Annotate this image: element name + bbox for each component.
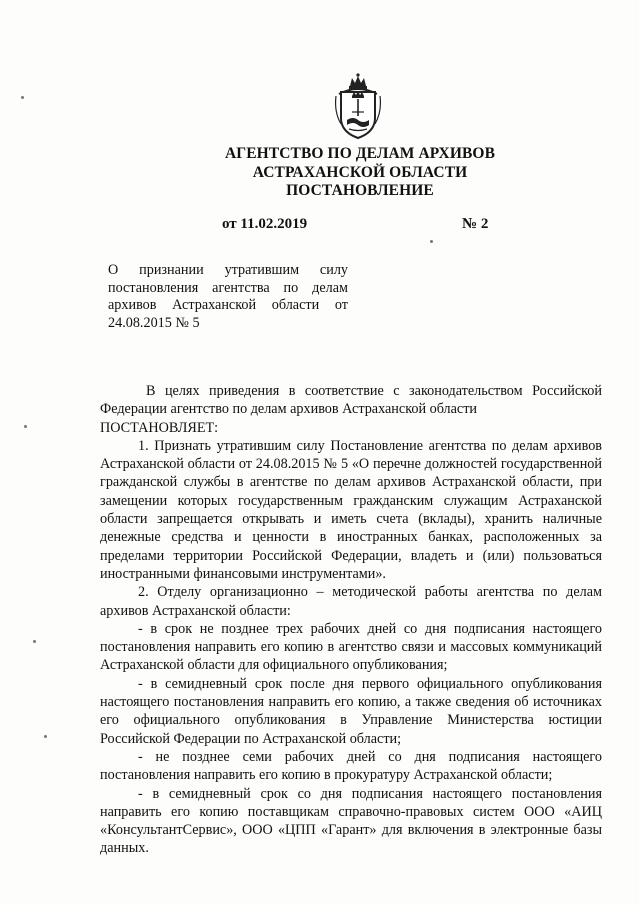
- document-header: [180, 145, 540, 201]
- item-2-b-paragraph: - в семидневный срок после дня первого официального опубликования настоящего постановления направить его копию, а также сведения об источниках его официального опубликования в Управление Министерства юстиции Российской Федерации по Астраханской области;: [100, 675, 602, 747]
- item-2-a-paragraph: - в срок не позднее трех рабочих дней со дня подписания настоящего постановления направить его копию в агентство связи и массовых коммуникаций Астраханской области для официального опубликования;: [100, 620, 602, 674]
- item-2-d-paragraph: - в семидневный срок со дня подписания настоящего постановления направить его копию поставщикам справочно-правовых систем ООО «АИЦ «КонсультантСервис», ООО «ЦПП «Гарант» для включения в электронные базы данных.: [100, 785, 602, 857]
- document-date: от 11.02.2019: [222, 216, 308, 232]
- item-2-c-paragraph: - не позднее семи рабочих дней со дня подписания настоящего постановления направить его копию в прокуратуру Астраханской области;: [100, 748, 602, 784]
- scan-dust-mark: [430, 240, 433, 243]
- agency-name-line1: АГЕНТСТВО ПО ДЕЛАМ АРХИВОВ: [224, 145, 496, 162]
- scan-margin-mark: [33, 640, 36, 643]
- agency-name-line2: АСТРАХАНСКОЙ ОБЛАСТИ: [252, 163, 468, 181]
- scan-margin-mark: [21, 96, 24, 99]
- scan-margin-mark: [44, 735, 47, 738]
- document-subject: О признании утратившим силу постановления агентства по делам архивов Астраханской области от 24.08.2015 № 5: [108, 262, 348, 331]
- resolves-heading: ПОСТАНОВЛЯЕТ:: [100, 419, 219, 436]
- scan-margin-mark: [24, 425, 27, 428]
- item-1-paragraph: 1. Признать утратившим силу Постановление агентства по делам архивов Астраханской области от 24.08.2015 № 5 «О перечне должностей государственной гражданской службы в агентстве по делам архивов Астраханской области, при замещении которых государственным гражданским служащим Астраханской области запрещается открывать и иметь счета (вклады), хранить наличные денежные средства и ценности в иностранных банках, расположенных за пределами территории Российской Федерации, владеть и (или) пользоваться иностранными финансовыми инструментами».: [100, 437, 602, 582]
- document-body: [100, 382, 602, 858]
- document-type: ПОСТАНОВЛЕНИЕ: [286, 182, 434, 199]
- item-2-paragraph: 2. Отделу организационно – методической работы агентства по делам архивов Астраханской области:: [100, 584, 602, 619]
- intro-paragraph: В целях приведения в соответствие с законодательством Российской Федерации агентство по делам архивов Астраханской области: [100, 383, 602, 418]
- astrakhan-coat-of-arms-icon: [333, 72, 383, 140]
- document-number: № 2: [462, 216, 489, 232]
